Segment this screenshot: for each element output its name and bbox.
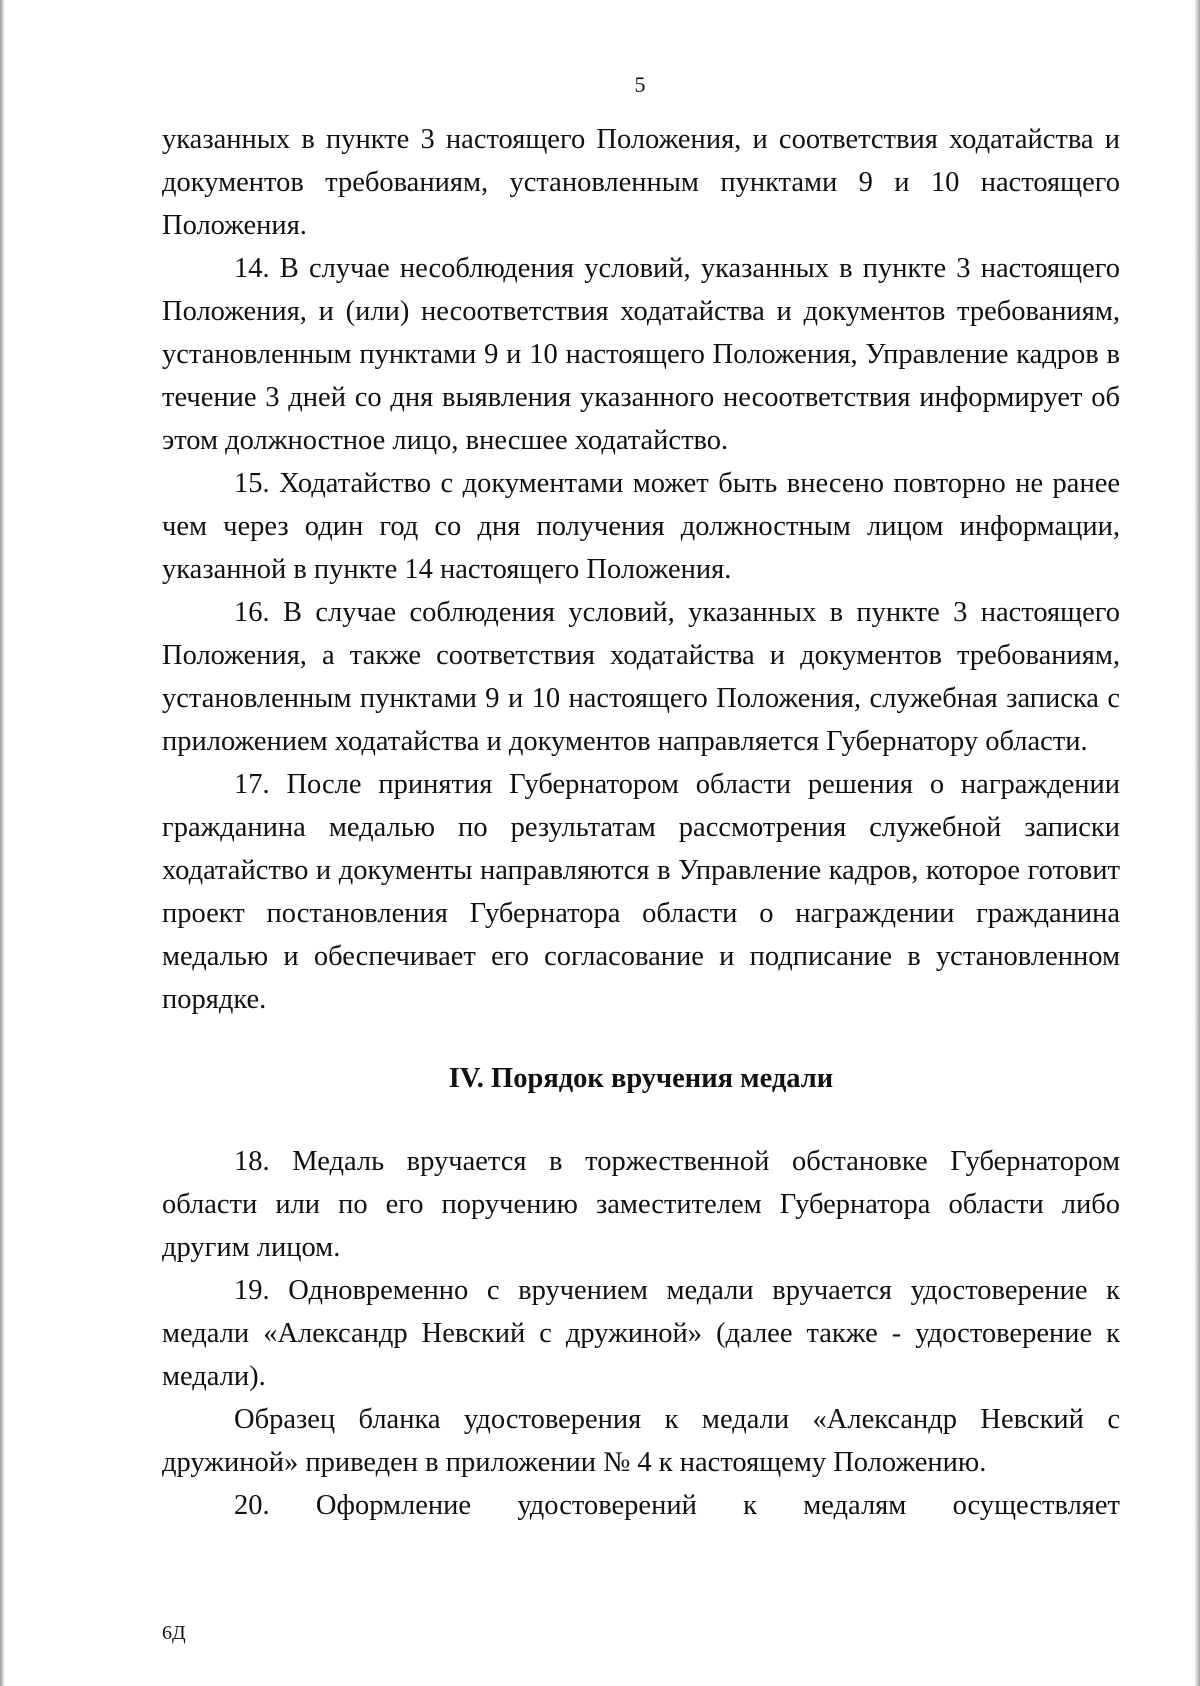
paragraph-15: 15. Ходатайство с документами может быть внесено повторно не ранее чем через один год со дня получения должностным лицом информации, указанной в пункте 14 настоящего Положения. [162,468,1120,585]
section-heading: IV. Порядок вручения медали [448,1063,834,1094]
paragraph-continuation: указанных в пункте 3 настоящего Положения, и соответствия ходатайства и документов требованиям, установленным пунктами 9 и 10 настоящего Положения. [162,124,1120,241]
document-body [162,118,1120,1527]
paragraph-18: 18. Медаль вручается в торжественной обстановке Губернатором области или по его поручению заместителем Губернатора области либо другим лицом. [162,1146,1120,1263]
paragraph-20: 20. Оформление удостоверений к медалям осуществляет [234,1490,1120,1521]
scan-edge-left [0,0,5,1686]
paragraph-sample-form: Образец бланка удостоверения к медали «Александр Невский с дружиной» приведен в приложении № 4 к настоящему Положению. [162,1404,1120,1478]
paragraph-19: 19. Одновременно с вручением медали вручается удостоверение к медали «Александр Невский с дружиной» (далее также - удостоверение к медали). [162,1275,1120,1392]
footer-code: 6Д [162,1622,186,1644]
page-number: 5 [634,72,646,97]
paragraph-16: 16. В случае соблюдения условий, указанных в пункте 3 настоящего Положения, а также соответствия ходатайства и документов требованиям, установленным пунктами 9 и 10 настоящего Положения, служебная записка с приложением ходатайства и документов направляется Губернатору области. [162,597,1120,757]
scan-edge-right [1194,0,1200,1686]
paragraph-14: 14. В случае несоблюдения условий, указанных в пункте 3 настоящего Положения, и (или) несоответствия ходатайства и документов требованиям, установленным пунктами 9 и 10 настоящего Положения, Управление кадров в течение 3 дней со дня выявления указанного несоответствия информирует об этом должностное лицо, внесшее ходатайство. [162,253,1120,456]
paragraph-17: 17. После принятия Губернатором области решения о награждении гражданина медалью по результатам рассмотрения служебной записки ходатайство и документы направляются в Управление кадров, которое готовит проект постановления Губернатора области о награждении гражданина медалью и обеспечивает его согласование и подписание в установленном порядке. [162,769,1120,1015]
